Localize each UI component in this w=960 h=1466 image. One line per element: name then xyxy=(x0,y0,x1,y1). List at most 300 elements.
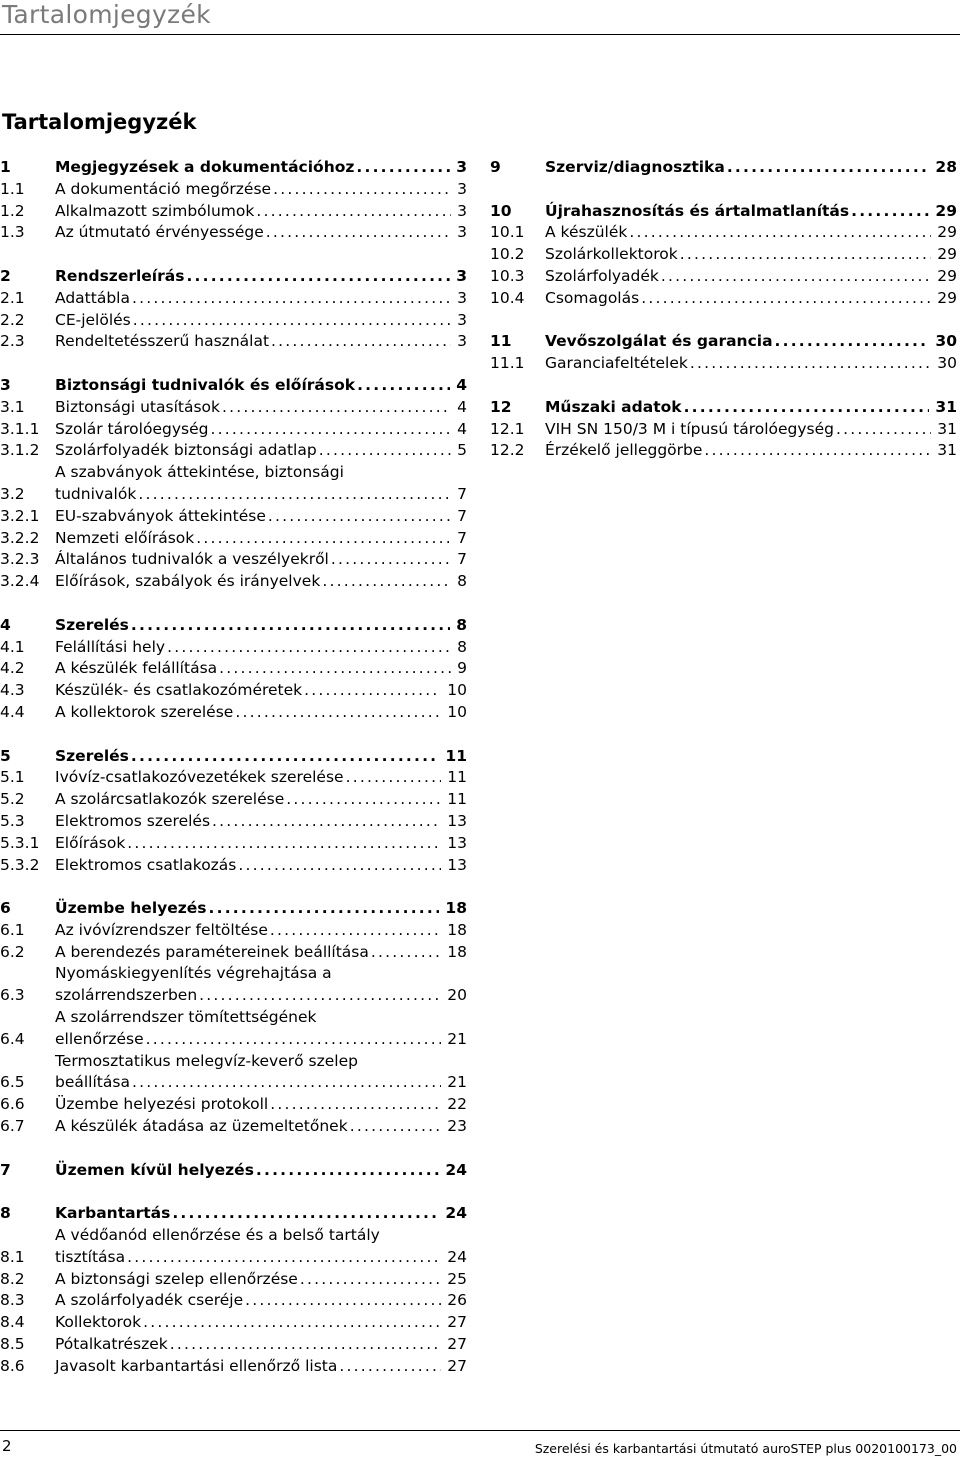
toc-entry-number: 6.6 xyxy=(0,1095,25,1114)
toc-entry-page: 4 xyxy=(456,375,467,394)
toc-subentry[interactable] xyxy=(0,920,467,942)
dot-leader xyxy=(172,1203,439,1225)
toc-section xyxy=(0,898,467,1138)
toc-entry-page: 29 xyxy=(937,223,957,242)
toc-subentry[interactable] xyxy=(0,1225,467,1269)
toc-entry-title: Nemzeti előírások xyxy=(55,528,195,547)
toc-entry-title: Műszaki adatok xyxy=(545,397,682,416)
toc-entry-number: 8.5 xyxy=(0,1335,25,1354)
toc-entry-title: A szolárcsatlakozók szerelése xyxy=(55,790,285,809)
toc-subentry[interactable] xyxy=(0,658,467,680)
dot-leader xyxy=(222,397,451,419)
toc-entry-page: 20 xyxy=(447,986,467,1005)
toc-subentry[interactable] xyxy=(0,179,467,201)
toc-subentry[interactable] xyxy=(0,331,467,353)
toc-entry-title: A szabványok áttekintése, biztonsági xyxy=(55,463,344,482)
toc-entry-title: A készülék xyxy=(545,223,628,242)
toc-section xyxy=(0,266,467,353)
toc-entry-title: A szolárfolyadék cseréje xyxy=(55,1291,244,1310)
toc-entry-title: Szolárfolyadék biztonsági adatlap xyxy=(55,441,317,460)
toc-subentry[interactable] xyxy=(490,266,957,288)
toc-column-left xyxy=(0,157,467,1399)
toc-entry-number: 5.1 xyxy=(0,768,25,787)
dot-leader xyxy=(273,179,451,201)
toc-entry-page: 27 xyxy=(447,1335,467,1354)
toc-entry-title: Elektromos csatlakozás xyxy=(55,855,237,874)
toc-entry-title: EU-szabványok áttekintése xyxy=(55,506,266,525)
toc-entry-page: 8 xyxy=(456,615,467,634)
dot-leader xyxy=(356,157,450,179)
toc-section xyxy=(490,331,957,375)
toc-entry-page: 11 xyxy=(447,768,467,787)
toc-entry-title: Újrahasznosítás és ártalmatlanítás xyxy=(545,201,850,220)
toc-entry-title: Szerelés xyxy=(55,615,129,634)
toc-entry-title: Ivóvíz-csatlakozóvezetékek szerelése xyxy=(55,768,344,787)
toc-entry-page: 29 xyxy=(937,245,957,264)
toc-entry-title: Termosztatikus melegvíz-keverő szelep xyxy=(55,1051,358,1070)
toc-subentry[interactable] xyxy=(0,1007,467,1051)
toc-section xyxy=(0,375,467,593)
toc-entry-page: 18 xyxy=(447,920,467,939)
toc-entry-number: 5.3 xyxy=(0,811,25,830)
toc-subentry[interactable] xyxy=(490,288,957,310)
toc-section xyxy=(490,201,957,310)
toc-chapter-entry[interactable] xyxy=(490,201,957,223)
dot-leader xyxy=(727,157,930,179)
toc-entry-page: 3 xyxy=(456,158,467,176)
toc-section xyxy=(490,157,957,179)
toc-entry-page: 8 xyxy=(457,637,467,656)
toc-entry-number: 10.3 xyxy=(490,266,525,285)
toc-subentry[interactable] xyxy=(0,680,467,702)
toc-entry-page: 13 xyxy=(447,855,467,874)
running-header-title: Tartalomjegyzék xyxy=(2,0,211,29)
toc-subentry[interactable] xyxy=(0,397,467,419)
toc-entry-number: 5.3.1 xyxy=(0,833,40,852)
toc-entry-title: Általános tudnivalók a veszélyekről xyxy=(55,550,329,569)
toc-entry-page: 23 xyxy=(447,1117,467,1136)
toc-entry-number: 4.2 xyxy=(0,659,25,678)
dot-leader xyxy=(270,920,441,942)
toc-chapter-entry[interactable] xyxy=(490,157,957,179)
toc-entry-page: 24 xyxy=(447,1247,467,1266)
toc-entry-page: 7 xyxy=(457,484,467,503)
toc-entry-page: 8 xyxy=(457,572,467,591)
dot-leader xyxy=(131,615,450,637)
dot-leader xyxy=(127,1247,441,1269)
toc-subentry[interactable] xyxy=(0,637,467,659)
footer-divider xyxy=(0,1430,960,1431)
toc-entry-page: 3 xyxy=(457,179,467,198)
toc-entry-title: Biztonsági utasítások xyxy=(55,397,220,416)
toc-subentry[interactable] xyxy=(490,419,957,441)
toc-entry-number: 4.4 xyxy=(0,702,25,721)
toc-entry-title: A szolárrendszer tömítettségének xyxy=(55,1008,317,1027)
toc-chapter-entry[interactable] xyxy=(0,375,467,397)
toc-entry-page: 11 xyxy=(445,746,467,765)
toc-chapter-entry[interactable] xyxy=(0,266,467,288)
toc-entry-number: 2.1 xyxy=(0,288,25,307)
toc-entry-title: Szolárfolyadék xyxy=(545,266,659,285)
toc-entry-page: 26 xyxy=(447,1291,467,1310)
dot-leader xyxy=(186,266,450,288)
toc-entry-page: 10 xyxy=(447,702,467,721)
toc-entry-title: Előírások, szabályok és irányelvek xyxy=(55,572,321,591)
toc-entry-title: A dokumentáció megőrzése xyxy=(55,179,272,198)
dot-leader xyxy=(684,397,930,419)
toc-subentry[interactable] xyxy=(0,419,467,441)
toc-entry-page: 24 xyxy=(445,1160,467,1179)
toc-entry-number: 3.2 xyxy=(0,484,25,503)
toc-entry-number: 4.3 xyxy=(0,681,25,700)
toc-subentry[interactable] xyxy=(0,767,467,789)
dot-leader xyxy=(775,331,930,353)
dot-leader xyxy=(167,637,451,659)
toc-entry-title: Üzemen kívül helyezés xyxy=(55,1160,254,1179)
toc-entry-number: 6.7 xyxy=(0,1117,25,1136)
toc-entry-page: 3 xyxy=(457,201,467,220)
toc-chapter-entry[interactable] xyxy=(0,157,467,179)
dot-leader xyxy=(680,244,932,266)
toc-entry-number: 10.2 xyxy=(490,245,525,264)
toc-entry-number: 8.3 xyxy=(0,1291,25,1310)
toc-entry-title: A készülék átadása az üzemeltetőnek xyxy=(55,1117,348,1136)
toc-entry-title: Adattábla xyxy=(55,288,130,307)
toc-entry-number: 8.6 xyxy=(0,1356,25,1375)
toc-subentry[interactable] xyxy=(0,310,467,332)
toc-subentry[interactable] xyxy=(0,702,467,724)
toc-entry-number: 4 xyxy=(0,615,11,634)
toc-subentry[interactable] xyxy=(0,571,467,593)
toc-subentry[interactable] xyxy=(0,1356,467,1378)
dot-leader xyxy=(322,571,451,593)
toc-entry-page: 21 xyxy=(447,1029,467,1048)
toc-entry-number: 9 xyxy=(490,158,501,176)
toc-subentry[interactable] xyxy=(0,201,467,223)
toc-chapter-entry[interactable] xyxy=(0,898,467,920)
toc-subentry[interactable] xyxy=(490,244,957,266)
toc-subentry[interactable] xyxy=(0,506,467,528)
toc-section xyxy=(0,1203,467,1377)
dot-leader xyxy=(304,680,441,702)
toc-entry-page: 29 xyxy=(937,266,957,285)
toc-chapter-entry[interactable] xyxy=(0,615,467,637)
toc-entry-title: Üzembe helyezés xyxy=(55,899,207,918)
toc-entry-title: Előírások xyxy=(55,833,126,852)
footer-page-number: 2 xyxy=(2,1437,12,1455)
dot-leader xyxy=(199,985,441,1007)
toc-entry-title-continuation: ellenőrzése xyxy=(55,1029,144,1048)
toc-subentry[interactable] xyxy=(0,440,467,462)
dot-leader xyxy=(286,789,441,811)
dot-leader xyxy=(271,331,451,353)
toc-entry-number: 5.2 xyxy=(0,790,25,809)
dot-leader xyxy=(127,833,441,855)
toc-subentry[interactable] xyxy=(0,963,467,1007)
dot-leader xyxy=(138,484,451,506)
dot-leader xyxy=(133,310,451,332)
toc-entry-page: 30 xyxy=(937,354,957,373)
toc-entry-number: 6.2 xyxy=(0,942,25,961)
dot-leader xyxy=(219,658,451,680)
toc-entry-title: Javasolt karbantartási ellenőrző lista xyxy=(55,1356,338,1375)
toc-entry-title: A kollektorok szerelése xyxy=(55,702,234,721)
toc-entry-number: 3.2.2 xyxy=(0,528,40,547)
toc-entry-page: 13 xyxy=(447,833,467,852)
toc-entry-page: 24 xyxy=(445,1204,467,1223)
dot-leader xyxy=(270,1094,441,1116)
dot-leader xyxy=(319,440,451,462)
toc-entry-page: 7 xyxy=(457,550,467,569)
toc-entry-title: Rendeltetésszerű használat xyxy=(55,332,270,351)
dot-leader xyxy=(690,353,931,375)
dot-leader xyxy=(300,1269,441,1291)
toc-entry-page: 3 xyxy=(456,266,467,285)
dot-leader xyxy=(256,1160,440,1182)
toc-section xyxy=(0,746,467,877)
toc-subentry[interactable] xyxy=(490,440,957,462)
toc-entry-title: Szolárkollektorok xyxy=(545,245,678,264)
toc-subentry[interactable] xyxy=(0,1290,467,1312)
toc-entry-number: 4.1 xyxy=(0,637,25,656)
toc-heading: Tartalomjegyzék xyxy=(2,110,197,134)
toc-entry-title: VIH SN 150/3 M i típusú tárolóegység xyxy=(545,419,834,438)
toc-subentry[interactable] xyxy=(0,462,467,506)
toc-subentry[interactable] xyxy=(0,1116,467,1138)
dot-leader xyxy=(704,440,931,462)
toc-chapter-entry[interactable] xyxy=(0,1203,467,1225)
toc-entry-page: 29 xyxy=(935,201,957,220)
toc-entry-page: 11 xyxy=(447,790,467,809)
toc-subentry[interactable] xyxy=(0,833,467,855)
dot-leader xyxy=(266,222,451,244)
toc-entry-title: Készülék- és csatlakozóméretek xyxy=(55,681,303,700)
dot-leader xyxy=(238,855,441,877)
toc-entry-title: Rendszerleírás xyxy=(55,266,185,285)
toc-entry-number: 3.2.3 xyxy=(0,550,40,569)
toc-subentry[interactable] xyxy=(0,1269,467,1291)
toc-entry-number: 8.1 xyxy=(0,1247,25,1266)
dot-leader xyxy=(641,288,931,310)
toc-entry-title: Kollektorok xyxy=(55,1313,142,1332)
toc-entry-number: 12 xyxy=(490,397,512,416)
toc-entry-number: 3.2.1 xyxy=(0,506,40,525)
toc-entry-title: A biztonsági szelep ellenőrzése xyxy=(55,1269,298,1288)
dot-leader xyxy=(212,811,441,833)
toc-entry-title: Garanciafeltételek xyxy=(545,354,688,373)
toc-entry-number: 2 xyxy=(0,266,11,285)
toc-entry-number: 11 xyxy=(490,332,512,351)
toc-subentry[interactable] xyxy=(490,222,957,244)
toc-entry-page: 30 xyxy=(935,332,957,351)
toc-entry-title: Vevőszolgálat és garancia xyxy=(545,332,773,351)
dot-leader xyxy=(350,1116,442,1138)
toc-entry-page: 31 xyxy=(937,441,957,460)
toc-subentry[interactable] xyxy=(0,222,467,244)
toc-entry-page: 7 xyxy=(457,528,467,547)
dot-leader xyxy=(131,746,440,768)
toc-entry-title-continuation: tisztítása xyxy=(55,1247,126,1266)
toc-entry-number: 1.2 xyxy=(0,201,25,220)
toc-chapter-entry[interactable] xyxy=(490,397,957,419)
toc-entry-title-continuation: beállítása xyxy=(55,1073,130,1092)
header-divider xyxy=(0,34,960,35)
toc-entry-number: 8 xyxy=(0,1204,11,1223)
toc-entry-number: 3.1.1 xyxy=(0,419,40,438)
toc-subentry[interactable] xyxy=(0,789,467,811)
toc-subentry[interactable] xyxy=(0,1334,467,1356)
toc-subentry[interactable] xyxy=(0,942,467,964)
dot-leader xyxy=(357,375,450,397)
toc-entry-title-continuation: tudnivalók xyxy=(55,484,137,503)
dot-leader xyxy=(346,767,442,789)
toc-entry-title: Karbantartás xyxy=(55,1204,171,1223)
dot-leader xyxy=(331,549,451,571)
toc-entry-page: 7 xyxy=(457,506,467,525)
toc-entry-page: 18 xyxy=(445,899,467,918)
toc-entry-page: 28 xyxy=(935,158,957,176)
toc-entry-page: 27 xyxy=(447,1313,467,1332)
dot-leader xyxy=(143,1312,441,1334)
toc-entry-number: 5 xyxy=(0,746,11,765)
toc-entry-number: 1 xyxy=(0,158,11,176)
dot-leader xyxy=(339,1356,441,1378)
toc-section xyxy=(490,397,957,462)
toc-entry-number: 6.5 xyxy=(0,1073,25,1092)
toc-entry-number: 2.3 xyxy=(0,332,25,351)
toc-entry-page: 5 xyxy=(457,441,467,460)
toc-chapter-entry[interactable] xyxy=(0,1160,467,1182)
toc-entry-title: Felállítási hely xyxy=(55,637,166,656)
dot-leader xyxy=(245,1290,441,1312)
toc-entry-page: 3 xyxy=(457,223,467,242)
dot-leader xyxy=(210,419,451,441)
toc-entry-page: 21 xyxy=(447,1073,467,1092)
dot-leader xyxy=(235,702,441,724)
toc-entry-title: Megjegyzések a dokumentációhoz xyxy=(55,158,355,176)
toc-entry-title-continuation: szolárrendszerben xyxy=(55,986,198,1005)
dot-leader xyxy=(371,942,441,964)
toc-entry-page: 18 xyxy=(447,942,467,961)
toc-entry-number: 10.4 xyxy=(490,288,525,307)
toc-entry-page: 31 xyxy=(935,397,957,416)
toc-entry-page: 3 xyxy=(457,288,467,307)
dot-leader xyxy=(256,201,451,223)
toc-entry-title: Nyomáskiegyenlítés végrehajtása a xyxy=(55,964,332,983)
dot-leader xyxy=(836,419,931,441)
toc-entry-number: 10 xyxy=(490,201,512,220)
toc-entry-title: Érzékelő jelleggörbe xyxy=(545,441,703,460)
dot-leader xyxy=(170,1334,442,1356)
toc-subentry[interactable] xyxy=(0,549,467,571)
toc-entry-number: 3.1 xyxy=(0,397,25,416)
toc-entry-page: 27 xyxy=(447,1356,467,1375)
toc-entry-page: 3 xyxy=(457,310,467,329)
toc-entry-title: Pótalkatrészek xyxy=(55,1335,168,1354)
toc-entry-page: 31 xyxy=(937,419,957,438)
toc-column-right xyxy=(490,157,957,484)
toc-entry-title: Üzembe helyezési protokoll xyxy=(55,1095,269,1114)
toc-entry-number: 6.3 xyxy=(0,986,25,1005)
dot-leader xyxy=(851,201,929,223)
toc-entry-number: 8.4 xyxy=(0,1313,25,1332)
toc-entry-number: 2.2 xyxy=(0,310,25,329)
toc-subentry[interactable] xyxy=(0,811,467,833)
toc-entry-number: 6 xyxy=(0,899,11,918)
toc-chapter-entry[interactable] xyxy=(0,746,467,768)
dot-leader xyxy=(209,898,440,920)
toc-entry-page: 13 xyxy=(447,811,467,830)
toc-entry-number: 8.2 xyxy=(0,1269,25,1288)
toc-entry-title: CE-jelölés xyxy=(55,310,131,329)
toc-subentry[interactable] xyxy=(0,1312,467,1334)
toc-entry-page: 25 xyxy=(447,1269,467,1288)
toc-entry-title: A védőanód ellenőrzése és a belső tartály xyxy=(55,1226,380,1245)
toc-entry-title: Biztonsági tudnivalók és előírások xyxy=(55,375,356,394)
footer-document-title: Szerelési és karbantartási útmutató auroSTEP plus 0020100173_00 xyxy=(534,1441,957,1456)
toc-subentry[interactable] xyxy=(0,528,467,550)
toc-subentry[interactable] xyxy=(0,288,467,310)
toc-entry-title: Szerviz/diagnosztika xyxy=(545,158,725,176)
dot-leader xyxy=(629,222,931,244)
toc-entry-page: 10 xyxy=(447,681,467,700)
toc-entry-number: 12.1 xyxy=(490,419,525,438)
toc-entry-number: 12.2 xyxy=(490,441,525,460)
toc-entry-page: 22 xyxy=(447,1095,467,1114)
toc-entry-title: Az útmutató érvényessége xyxy=(55,223,264,242)
toc-subentry[interactable] xyxy=(0,855,467,877)
toc-entry-title: Csomagolás xyxy=(545,288,640,307)
toc-entry-title: Alkalmazott szimbólumok xyxy=(55,201,255,220)
toc-entry-page: 4 xyxy=(457,419,467,438)
toc-section xyxy=(0,615,467,724)
toc-entry-page: 9 xyxy=(457,659,467,678)
toc-entry-number: 1.3 xyxy=(0,223,25,242)
dot-leader xyxy=(661,266,931,288)
toc-entry-number: 7 xyxy=(0,1160,11,1179)
toc-entry-number: 3.2.4 xyxy=(0,572,40,591)
dot-leader xyxy=(146,1029,442,1051)
dot-leader xyxy=(268,506,451,528)
toc-section xyxy=(0,1160,467,1182)
toc-chapter-entry[interactable] xyxy=(490,331,957,353)
toc-subentry[interactable] xyxy=(0,1094,467,1116)
dot-leader xyxy=(132,288,451,310)
dot-leader xyxy=(196,528,451,550)
toc-entry-number: 6.1 xyxy=(0,920,25,939)
toc-entry-title: A készülék felállítása xyxy=(55,659,218,678)
toc-entry-title: Szolár tárolóegység xyxy=(55,419,209,438)
toc-entry-number: 10.1 xyxy=(490,223,525,242)
toc-entry-page: 4 xyxy=(457,397,467,416)
toc-entry-number: 3 xyxy=(0,375,11,394)
toc-entry-title: A berendezés paramétereinek beállítása xyxy=(55,942,369,961)
toc-entry-number: 11.1 xyxy=(490,354,525,373)
toc-entry-title: Elektromos szerelés xyxy=(55,811,211,830)
toc-entry-number: 6.4 xyxy=(0,1029,25,1048)
toc-entry-number: 3.1.2 xyxy=(0,441,40,460)
dot-leader xyxy=(132,1072,441,1094)
toc-entry-title: Az ivóvízrendszer feltöltése xyxy=(55,920,268,939)
toc-subentry[interactable] xyxy=(0,1051,467,1095)
toc-section xyxy=(0,157,467,244)
toc-entry-number: 5.3.2 xyxy=(0,855,40,874)
toc-entry-page: 3 xyxy=(457,332,467,351)
toc-entry-title: Szerelés xyxy=(55,746,129,765)
toc-subentry[interactable] xyxy=(490,353,957,375)
toc-entry-page: 29 xyxy=(937,288,957,307)
toc-entry-number: 1.1 xyxy=(0,179,25,198)
